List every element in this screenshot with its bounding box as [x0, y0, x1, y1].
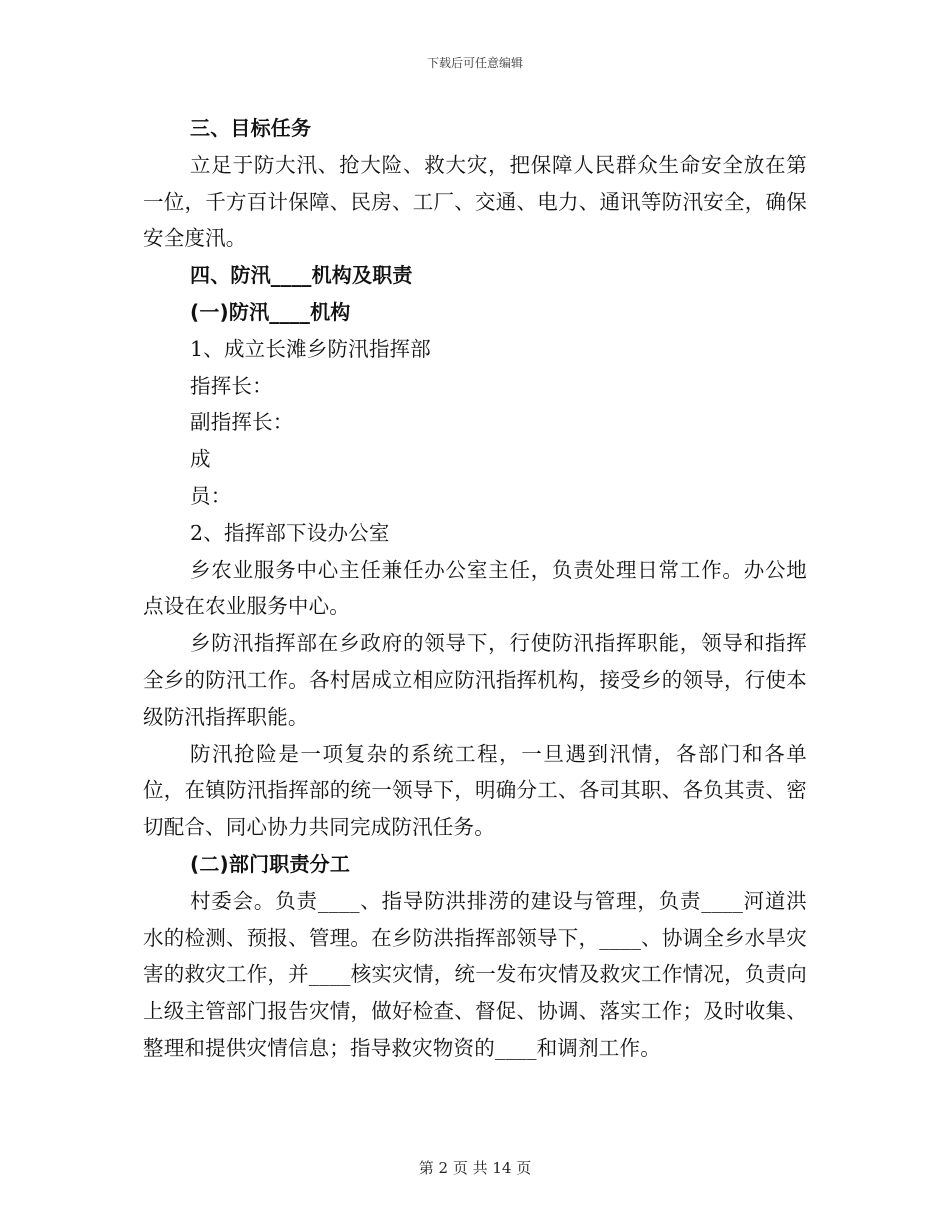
document-body	[143, 110, 807, 1067]
subsection-heading-organization: (一)防汛____机构	[190, 299, 351, 324]
subsection-heading-duties: (二)部门职责分工	[190, 851, 351, 876]
paragraph-village-committee: 村委会。负责____、指导防洪排涝的建设与管理，负责____河道洪水的检测、预报、管理。在乡防洪指挥部领导下，____、协调全乡水旱灾害的救灾工作，并____核实灾情，统一发布灾情及救灾工作情况，负责向上级主管部门报告灾情，做好检查、督促、协调、落实工作；及时收集、整理和提供灾情信息；指导救灾物资的____和调剂工作。	[143, 888, 807, 1060]
field-members-line1: 成	[190, 447, 211, 472]
field-vice-commander: 副指挥长：	[190, 410, 294, 435]
list-item-office: 2、指挥部下设办公室	[190, 520, 390, 545]
section-heading-organization: 四、防汛____机构及职责	[190, 263, 413, 288]
paragraph-office: 乡农业服务中心主任兼任办公室主任，负责处理日常工作。办公地点设在农业服务中心。	[143, 557, 807, 619]
paragraph-rescue: 防汛抢险是一项复杂的系统工程，一旦遇到汛情，各部门和各单位，在镇防汛指挥部的统一领导下，明确分工、各司其职、各负其责、密切配合、同心协力共同完成防汛任务。	[143, 741, 807, 840]
page-header-note: 下载后可任意编辑	[426, 56, 523, 70]
field-members-line2: 员：	[190, 483, 232, 508]
section-heading-goals: 三、目标任务	[190, 116, 312, 140]
field-commander: 指挥长：	[190, 373, 273, 398]
paragraph-goals: 立足于防大汛、抢大险、救大灾，把保障人民群众生命安全放在第一位，千方百计保障、民房、工厂、交通、电力、通讯等防汛安全，确保安全度汛。	[143, 152, 807, 251]
list-item-command-center: 1、成立长滩乡防汛指挥部	[190, 336, 431, 361]
paragraph-leadership: 乡防汛指挥部在乡政府的领导下，行使防汛指挥职能，领导和指挥全乡的防汛工作。各村居成立相应防汛指挥机构，接受乡的领导，行使本级防汛指挥职能。	[143, 631, 807, 729]
page-number: 第 2 页 共 14 页	[418, 1159, 532, 1177]
